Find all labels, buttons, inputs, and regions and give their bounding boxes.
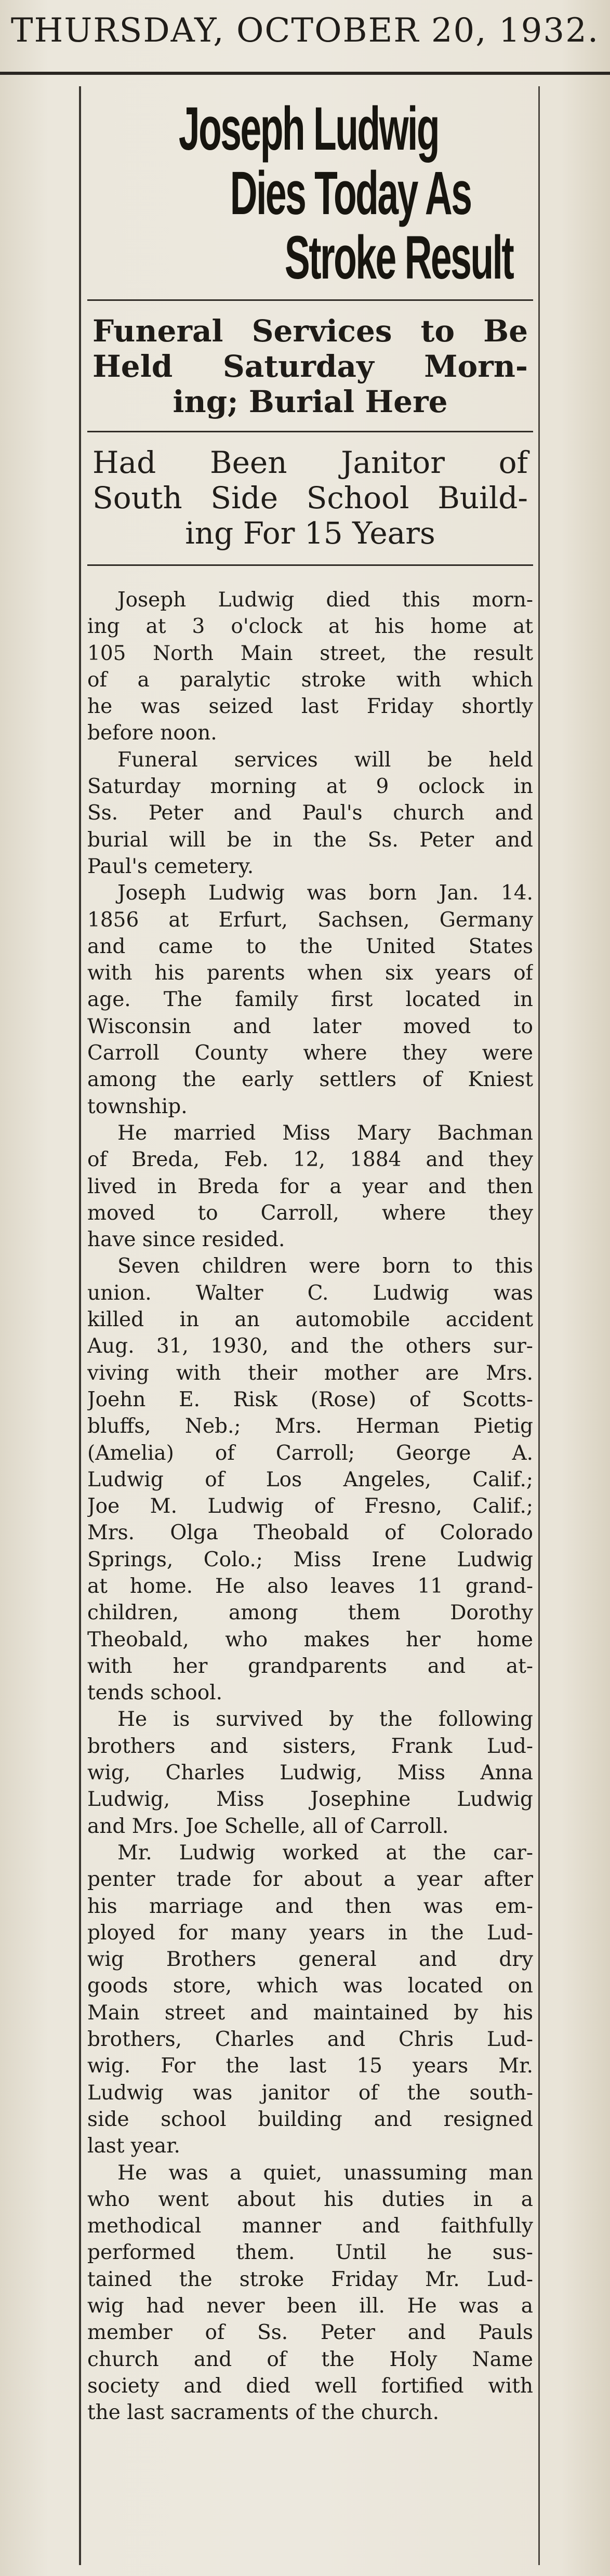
article-line: killed in an automobile accident [87,1308,533,1332]
article-line: Carroll County where they were [87,1041,533,1065]
article-paragraph [87,2160,533,2426]
article-line: Joseph Ludwig was born Jan. 14. [117,881,533,905]
article-line: before noon. [87,721,217,745]
dateline: THURSDAY, OCTOBER 20, 1932. [10,11,600,50]
article-line: age. The family first located in [87,988,533,1012]
article-line: Joe M. Ludwig of Fresno, Calif.; [87,1495,533,1518]
article-paragraph [87,1253,533,1706]
article-line: wig had never been ill. He was a [87,2294,533,2318]
article-line: Saturday morning at 9 oclock in [87,775,533,799]
article-line: the last sacraments of the church. [87,2401,439,2425]
article-line: side school building and resigned [87,2107,533,2131]
article-line: Mrs. Olga Theobald of Colorado [87,1521,533,1545]
article-line: Main street and maintained by his [87,2001,533,2025]
article-line: member of Ss. Peter and Pauls [87,2321,533,2345]
article-line: at home. He also leaves 11 grand- [87,1574,533,1598]
article-line: brothers and sisters, Frank Lud- [87,1734,533,1758]
article-line: (Amelia) of Carroll; George A. [87,1441,533,1465]
article-line: with her grandparents and at- [87,1654,533,1678]
body-rule [87,564,533,566]
article-line: among the early settlers of Kniest [87,1068,533,1092]
headline-rule [87,299,533,301]
article-line: Ludwig, Miss Josephine Ludwig [87,1788,533,1812]
article-line: He married Miss Mary Bachman [117,1121,533,1145]
article-line: of a paralytic stroke with which [87,668,533,692]
article-line: his marriage and then was em- [87,1894,533,1918]
headline [87,97,531,290]
subheadline-line: South Side School Build- [92,480,528,516]
article-line: wig, Charles Ludwig, Miss Anna [87,1761,533,1785]
article-line: Ludwig was janitor of the south- [87,2081,533,2105]
article-line: Joseph Ludwig died this morn- [117,588,533,612]
article-line: He is survived by the following [117,1708,533,1732]
article-line: Funeral services will be held [117,748,533,772]
subheadline-janitor [87,445,533,551]
subheadline-line: ing; Burial Here [173,384,448,419]
article-line: Wisconsin and later moved to [87,1014,533,1038]
article-line: union. Walter C. Ludwig was [87,1281,533,1305]
article-line: Springs, Colo.; Miss Irene Ludwig [87,1548,533,1571]
article-line: and Mrs. Joe Schelle, all of Carroll. [87,1814,449,1838]
article-line: society and died well fortified with [87,2374,533,2398]
obituary-article [87,86,533,2568]
headline-line: Stroke Result [284,223,513,292]
article-line: tends school. [87,1681,223,1705]
article-line: township. [87,1094,188,1118]
article-line: wig Brothers general and dry [87,1948,533,1972]
article-line: with his parents when six years of [87,961,533,985]
column-rule-left [79,86,81,2565]
subheadline-line: Held Saturday Morn- [92,349,528,384]
headline-line: Joseph Ludwig [178,95,439,163]
article-line: he was seized last Friday shortly [87,695,533,719]
article-line: performed them. Until he sus- [87,2241,533,2265]
subheadline-line: ing For 15 Years [185,516,435,551]
article-line: penter trade for about a year after [87,1868,533,1892]
article-paragraph [87,747,533,880]
article-paragraph [87,1706,533,1839]
article-line: 105 North Main street, the result [87,641,533,665]
article-line: wig. For the last 15 years Mr. [87,2054,533,2078]
article-line: of Breda, Feb. 12, 1884 and they [87,1148,533,1172]
article-line: burial will be in the Ss. Peter and [87,828,533,852]
subheadline-line: Funeral Services to Be [92,313,528,349]
article-line: moved to Carroll, where they [87,1201,533,1225]
article-line: methodical manner and faithfully [87,2214,533,2238]
article-line: have since resided. [87,1228,285,1252]
article-line: tained the stroke Friday Mr. Lud- [87,2267,533,2291]
article-line: and came to the United States [87,934,533,958]
article-paragraph [87,1120,533,1253]
subheadline-line: Had Been Janitor of [92,445,528,480]
article-line: viving with their mother are Mrs. [87,1361,533,1385]
article-line: bluffs, Neb.; Mrs. Herman Pietig [87,1415,533,1438]
article-line: church and of the Holy Name [87,2347,533,2371]
article-line: Ludwig of Los Angeles, Calif.; [87,1468,533,1491]
column-rule-right [538,86,540,2565]
article-line: 1856 at Erfurt, Sachsen, Germany [87,908,533,932]
article-line: children, among them Dorothy [87,1601,533,1625]
article-line: who went about his duties in a [87,2187,533,2211]
article-line: goods store, which was located on [87,1974,533,1998]
article-paragraph [87,1840,533,2160]
article-line: Aug. 31, 1930, and the others sur- [87,1335,533,1358]
article-line: Ss. Peter and Paul's church and [87,801,533,825]
article-line: brothers, Charles and Chris Lud- [87,2028,533,2052]
article-line: ing at 3 o'clock at his home at [87,615,533,639]
article-line: last year. [87,2134,180,2158]
article-line: Mr. Ludwig worked at the car- [117,1841,533,1865]
article-line: Theobald, who makes her home [87,1628,533,1652]
subheadline-funeral [87,313,533,419]
headline-line: Dies Today As [230,159,471,228]
masthead-rule [0,72,610,75]
subheadline-rule [87,431,533,432]
article-paragraph [87,587,533,747]
article-line: Joehn E. Risk (Rose) of Scotts- [87,1388,533,1411]
article-line: Paul's cemetery. [87,854,254,878]
article-line: Seven children were born to this [117,1254,533,1278]
article-paragraph [87,880,533,1120]
article-body [87,587,533,2426]
article-line: lived in Breda for a year and then [87,1174,533,1198]
article-line: He was a quiet, unassuming man [117,2161,533,2185]
article-line: ployed for many years in the Lud- [87,1921,533,1945]
